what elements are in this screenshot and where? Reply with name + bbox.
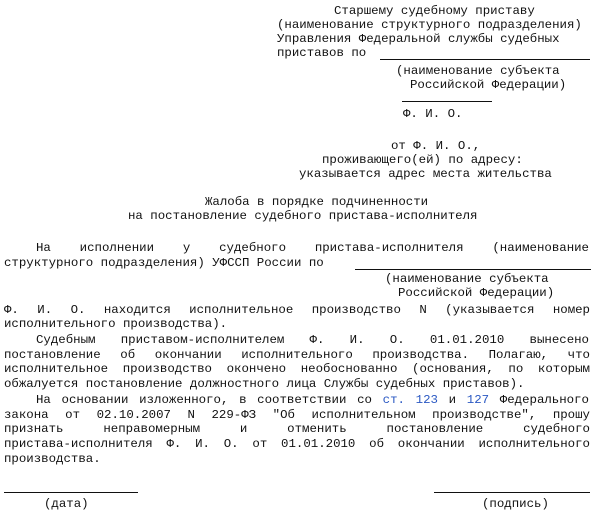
body-line-7: Судебным приставом-исполнителем Ф. И. О. 01.01.2010 вынесено (36, 333, 589, 347)
body-line-14: пристава-исполнителя Ф. И. О. от 01.01.2010 об окончании исполнительного (4, 437, 590, 451)
body-line-9: исполнительное производство окончено необоснованно (основания, по которым (4, 362, 590, 376)
body-line-11-text-post: Федерального (489, 393, 589, 407)
article-127-link[interactable]: 127 (466, 393, 490, 407)
fio-underline (402, 101, 492, 102)
body-line-4: Российской Федерации) (398, 286, 555, 300)
title-line-1: Жалоба в порядке подчиненности (205, 195, 429, 209)
article-123-link[interactable]: ст. 123 (382, 393, 438, 407)
addressee-line-4: приставов по (277, 46, 367, 60)
addressee-line-6: Российской Федерации) (410, 78, 567, 92)
body-line-1: На исполнении у судебного пристава-исполнителя (наименование (36, 241, 589, 255)
title-line-2: на постановление судебного пристава-исполнителя (128, 209, 478, 223)
signature-underline (434, 492, 590, 493)
body-line-12: закона от 02.10.2007 N 229-ФЗ "Об исполнительном производстве", прошу (4, 408, 590, 422)
addressee-line-2: (наименование структурного подразделения) (277, 18, 582, 32)
date-label: (дата) (44, 497, 89, 511)
body-line-13: признать неправомерным и отменить постановление судебного (4, 422, 590, 436)
sender-line-3: указывается адрес места жительства (299, 167, 552, 181)
body-line-2: структурного подразделения) УФССП России по (4, 256, 324, 270)
body-line-6: исполнительного производства). (4, 317, 228, 331)
addressee-line-1: Старшему судебному приставу (334, 4, 535, 18)
body-line-5: Ф. И. О. находится исполнительное производство N (указывается номер (4, 303, 590, 317)
addressee-line-3: Управления Федеральной службы судебных (277, 32, 560, 46)
body-line-11 (36, 393, 589, 407)
body-line-10: обжалуется постановление должностного лица Службы судебных приставов). (4, 377, 525, 391)
sender-line-2: проживающего(ей) по адресу: (322, 153, 523, 167)
body-line-8: постановление об окончании исполнительного производства. Полагаю, что (4, 348, 590, 362)
signature-label: (подпись) (482, 497, 549, 511)
sender-line-1: от Ф. И. О., (391, 139, 481, 153)
body-line-3: (наименование субъекта (385, 272, 549, 286)
addressee-fio: Ф. И. О. (403, 107, 463, 121)
region-underline (355, 269, 591, 270)
body-line-11-text-mid: и (437, 393, 467, 407)
body-line-11-text-pre: На основании изложенного, в соответствии со (36, 393, 383, 407)
addressee-underline (380, 59, 590, 60)
date-underline (4, 492, 138, 493)
body-line-15: производства. (4, 452, 101, 466)
addressee-line-5: (наименование субъекта (396, 64, 560, 78)
